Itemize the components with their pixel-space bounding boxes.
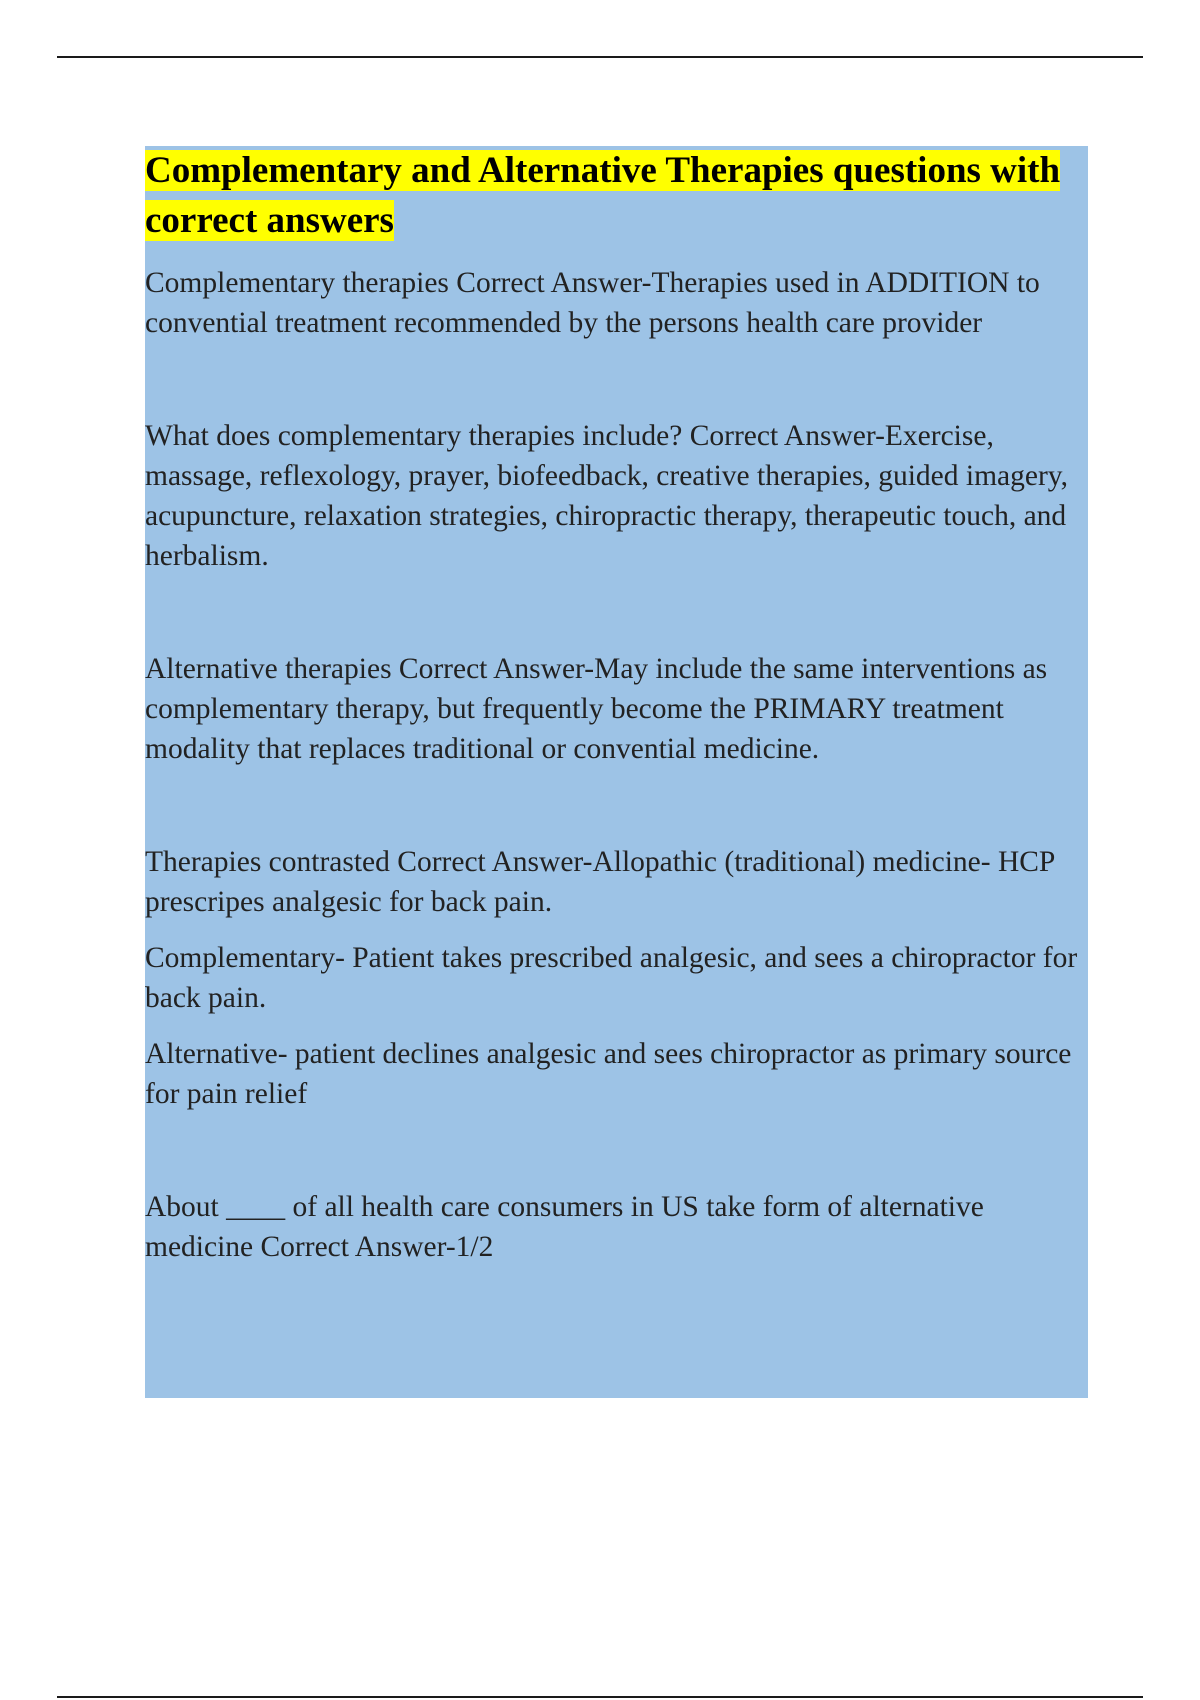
document-content bbox=[145, 146, 1088, 1398]
bottom-rule bbox=[57, 1696, 1143, 1698]
qa-paragraph: About ____ of all health care consumers in US take form of alternative medicine Correct Answer-1/2 bbox=[145, 1191, 984, 1263]
qa-paragraph: Therapies contrasted Correct Answer-Allopathic (traditional) medicine- HCP prescripes analgesic for back pain. bbox=[145, 846, 1055, 918]
top-rule bbox=[57, 56, 1143, 58]
qa-paragraph: Complementary- Patient takes prescribed analgesic, and sees a chiropractor for back pain. bbox=[145, 942, 1078, 1014]
qa-paragraph: What does complementary therapies include? Correct Answer-Exercise, massage, reflexology, prayer, biofeedback, creative therapies, guided imagery, acupuncture, relaxation strategies, chiropractic therapy, therapeutic touch, and herbalism. bbox=[145, 420, 1069, 572]
qa-paragraph: Complementary therapies Correct Answer-Therapies used in ADDITION to convential treatment recommended by the persons health care provider bbox=[145, 267, 1040, 339]
qa-paragraph: Alternative- patient declines analgesic and sees chiropractor as primary source for pain relief bbox=[145, 1038, 1072, 1110]
document-title-text: Complementary and Alternative Therapies questions with correct answers bbox=[145, 150, 1061, 241]
document-title bbox=[145, 146, 1075, 246]
qa-paragraph: Alternative therapies Correct Answer-May include the same interventions as complementary therapy, but frequently become the PRIMARY treatment modality that replaces traditional or convential medicine. bbox=[145, 653, 1048, 765]
